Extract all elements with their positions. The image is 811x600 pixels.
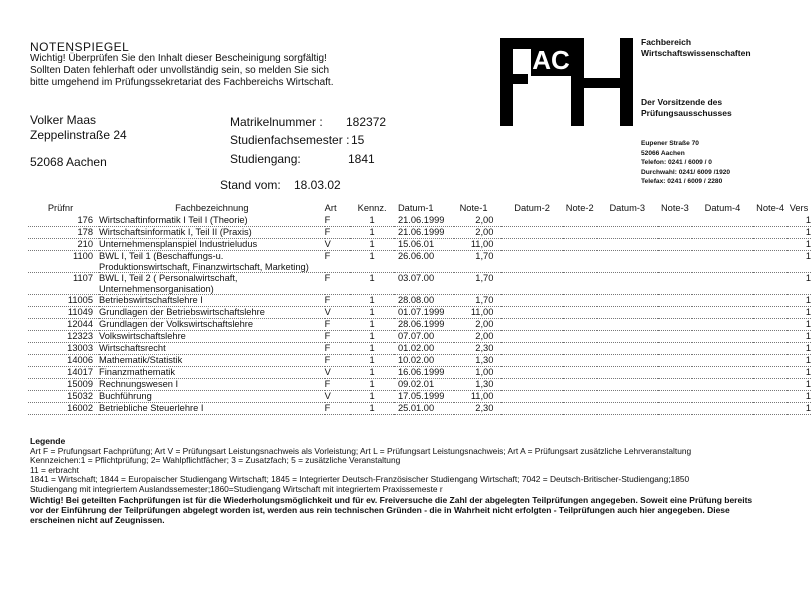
datum1-cell: 17.05.1999: [394, 391, 454, 403]
pruefnr-cell: 210: [28, 239, 99, 251]
grades-table: [28, 201, 811, 415]
datum2-cell: [501, 367, 562, 379]
datum3-cell: [597, 331, 658, 343]
fachbezeichnung-line: Betriebswirtschaftslehre I: [99, 295, 203, 305]
note3-cell: [658, 367, 692, 379]
note3-cell: [658, 307, 692, 319]
fachbezeichnung-cell: [99, 367, 325, 379]
note4-cell: [753, 319, 787, 331]
note3-cell: [658, 273, 692, 295]
col-header: Kennz.: [357, 203, 387, 213]
pruefnr-cell: 14006: [28, 355, 99, 367]
student-city: 52068 Aachen: [30, 155, 107, 169]
col-header: Datum-1: [397, 203, 434, 213]
note4-cell: [753, 343, 787, 355]
datum3-cell: [597, 227, 658, 239]
note2-cell: [563, 379, 597, 391]
datum3-cell: [597, 379, 658, 391]
fh-aachen-logo: [498, 36, 638, 128]
matrikel-label: Matrikelnummer :: [230, 115, 323, 129]
document-title: NOTENSPIEGEL: [30, 40, 130, 54]
note2-cell: [563, 215, 597, 227]
datum3-cell: [597, 367, 658, 379]
datum4-cell: [692, 391, 753, 403]
contact-city: 52066 Aachen: [641, 149, 685, 157]
fachbezeichnung-line: Unternehmensplanspiel Industrieludus: [99, 239, 258, 249]
datum4-cell: [692, 319, 753, 331]
datum1-cell: 21.06.1999: [394, 227, 454, 239]
datum1-cell: 15.06.01: [394, 239, 454, 251]
legend-line: 11 = erbracht: [30, 464, 79, 475]
art-cell: F: [325, 331, 351, 343]
datum1-cell: 09.02.01: [394, 379, 454, 391]
art-cell: F: [325, 355, 351, 367]
stand-label: Stand vom:: [220, 178, 281, 192]
legend-line: Studiengang mit integriertem Auslandssemester;1860=Studiengang Wirtschaft mit integriertem Praxissemeste r: [30, 483, 443, 494]
col-header: Note-1: [459, 203, 488, 213]
col-header: Datum-4: [704, 203, 741, 213]
kennz-cell: 1: [350, 307, 394, 319]
note3-cell: [658, 391, 692, 403]
art-cell: F: [325, 251, 351, 273]
note1-cell: 11,00: [454, 239, 502, 251]
datum3-cell: [597, 319, 658, 331]
table-row: [28, 343, 811, 355]
note4-cell: [753, 295, 787, 307]
fachbezeichnung-line: Wirtschaftinformatik I Teil I (Theorie): [99, 215, 248, 225]
fachbezeichnung-line: Finanzmathematik: [99, 367, 175, 377]
datum3-cell: [597, 251, 658, 273]
fachbezeichnung-line: Rechnungswesen I: [99, 379, 179, 389]
fachbezeichnung-line: BWL I, Teil 1 (Beschaffungs-u.: [99, 251, 224, 261]
note2-cell: [563, 295, 597, 307]
col-header: Art: [324, 203, 337, 213]
pruefnr-cell: 1107: [28, 273, 99, 295]
student-street: Zeppelinstraße 24: [30, 128, 127, 142]
fachbezeichnung-cell: [99, 239, 325, 251]
contact-phone: Telefon: 0241 / 6009 / 0: [641, 159, 712, 166]
datum3-cell: [597, 307, 658, 319]
art-cell: V: [325, 307, 351, 319]
fachbezeichnung-line: Wirtschaftsinformatik I, Teil II (Praxis): [99, 227, 252, 237]
fachbezeichnung-line: Unternehmensorganisation): [99, 283, 214, 294]
datum2-cell: [501, 307, 562, 319]
datum3-cell: [597, 239, 658, 251]
col-header: Datum-3: [609, 203, 646, 213]
datum3-cell: [597, 391, 658, 403]
legend-line: 1841 = Wirtschaft; 1844 = Europaischer Studiengang Wirtschaft; 1845 = Integrierter Deutsch-Französischer Studiengang Wirtschaft; 7042 = Deutsch-Britischer-Studiengang;1850: [30, 474, 690, 485]
note3-cell: [658, 251, 692, 273]
datum2-cell: [501, 251, 562, 273]
datum2-cell: [501, 391, 562, 403]
fachbezeichnung-cell: [99, 251, 325, 273]
vers-cell: 1: [787, 367, 811, 379]
table-row: [28, 355, 811, 367]
datum4-cell: [692, 215, 753, 227]
note1-cell: 11,00: [454, 391, 502, 403]
fachbezeichnung-cell: [99, 307, 325, 319]
col-header: Fachbezeichnung: [175, 203, 249, 213]
kennz-cell: 1: [350, 331, 394, 343]
vers-cell: 1: [787, 273, 811, 295]
legend-important-line: vor der Einführung der Teilprüfungen abgelegt worden ist, werden aus rein technischen Gründen - die in Wahrheit nicht erfolgten - Teilprüfungen auch hier angegeben. Diese: [30, 504, 730, 515]
note3-cell: [658, 343, 692, 355]
datum2-cell: [501, 403, 562, 415]
note3-cell: [658, 331, 692, 343]
art-cell: V: [325, 391, 351, 403]
note4-cell: [753, 379, 787, 391]
pruefnr-cell: 178: [28, 227, 99, 239]
vers-cell: 1: [787, 355, 811, 367]
table-row: [28, 273, 811, 295]
datum1-cell: 21.06.1999: [394, 215, 454, 227]
kennz-cell: 1: [350, 391, 394, 403]
note3-cell: [658, 355, 692, 367]
legend-heading: Legende: [30, 436, 66, 446]
fachbezeichnung-line: Mathematik/Statistik: [99, 355, 183, 365]
datum1-cell: 01.02.00: [394, 343, 454, 355]
datum4-cell: [692, 273, 753, 295]
vers-cell: 1: [787, 239, 811, 251]
note2-cell: [563, 307, 597, 319]
note2-cell: [563, 239, 597, 251]
note2-cell: [563, 367, 597, 379]
note4-cell: [753, 273, 787, 295]
datum4-cell: [692, 251, 753, 273]
datum1-cell: 01.07.1999: [394, 307, 454, 319]
datum1-cell: 10.02.00: [394, 355, 454, 367]
kennz-cell: 1: [350, 227, 394, 239]
datum4-cell: [692, 227, 753, 239]
table-header-row: [28, 201, 811, 215]
note1-cell: 2,00: [454, 227, 502, 239]
kennz-cell: 1: [350, 403, 394, 415]
datum1-cell: 03.07.00: [394, 273, 454, 295]
fachbezeichnung-cell: [99, 273, 325, 295]
datum2-cell: [501, 215, 562, 227]
note1-cell: 1,00: [454, 367, 502, 379]
studiengang-value: 1841: [348, 152, 375, 166]
art-cell: F: [325, 295, 351, 307]
semester-value: 15: [351, 133, 365, 147]
note2-cell: [563, 251, 597, 273]
col-header: Note-2: [565, 203, 594, 213]
table-row: [28, 227, 811, 239]
note4-cell: [753, 307, 787, 319]
pruefnr-cell: 1100: [28, 251, 99, 273]
fachbezeichnung-line: BWL I, Teil 2 ( Personalwirtschaft,: [99, 273, 238, 283]
note2-cell: [563, 319, 597, 331]
note2-cell: [563, 331, 597, 343]
kennz-cell: 1: [350, 319, 394, 331]
note3-cell: [658, 295, 692, 307]
col-header: Datum-2: [514, 203, 550, 213]
note1-cell: 2,00: [454, 331, 502, 343]
note1-cell: 1,30: [454, 379, 502, 391]
kennz-cell: 1: [350, 343, 394, 355]
fachbezeichnung-line: Volkswirtschaftslehre: [99, 331, 186, 341]
note1-cell: 2,00: [454, 215, 502, 227]
note1-cell: 2,30: [454, 403, 502, 415]
note4-cell: [753, 391, 787, 403]
legend-important-line: erscheinen nicht auf Zeugnissen.: [30, 515, 165, 526]
table-row: [28, 367, 811, 379]
datum2-cell: [501, 343, 562, 355]
studiengang-label: Studiengang:: [230, 152, 301, 166]
datum3-cell: [597, 343, 658, 355]
fachbezeichnung-line: Betriebliche Steuerlehre I: [99, 403, 204, 413]
datum1-cell: 25.01.00: [394, 403, 454, 415]
vers-cell: 1: [787, 251, 811, 273]
legend: [30, 437, 770, 526]
verification-warning: [30, 53, 510, 89]
datum3-cell: [597, 215, 658, 227]
note4-cell: [753, 215, 787, 227]
vers-cell: 1: [787, 307, 811, 319]
note3-cell: [658, 379, 692, 391]
art-cell: F: [325, 379, 351, 391]
art-cell: V: [325, 367, 351, 379]
col-header: Note-3: [660, 203, 689, 213]
datum3-cell: [597, 355, 658, 367]
fachbereich-name: [641, 37, 751, 59]
art-cell: F: [325, 227, 351, 239]
datum2-cell: [501, 273, 562, 295]
note4-cell: [753, 251, 787, 273]
col-header: Note-4: [756, 203, 785, 213]
vers-cell: 1: [787, 295, 811, 307]
fachbezeichnung-cell: [99, 391, 325, 403]
note4-cell: [753, 331, 787, 343]
datum1-cell: 28.08.00: [394, 295, 454, 307]
contact-direct: Durchwahl: 0241/ 6009 /1920: [641, 168, 731, 176]
kennz-cell: 1: [350, 239, 394, 251]
fachbezeichnung-cell: [99, 403, 325, 415]
fachbezeichnung-line: Buchführung: [99, 391, 152, 401]
art-cell: V: [325, 239, 351, 251]
col-header: Prüfnr: [47, 203, 74, 213]
datum4-cell: [692, 331, 753, 343]
vers-cell: 1: [787, 379, 811, 391]
kennz-cell: 1: [350, 355, 394, 367]
warning-line: Sollten Daten fehlerhaft oder unvollständig sein, so melden Sie sich: [30, 65, 330, 76]
pruefnr-cell: 176: [28, 215, 99, 227]
matrikel-value: 182372: [346, 115, 387, 129]
vers-cell: 1: [787, 215, 811, 227]
datum4-cell: [692, 307, 753, 319]
note2-cell: [563, 403, 597, 415]
note2-cell: [563, 355, 597, 367]
datum4-cell: [692, 295, 753, 307]
warning-line: Wichtig! Überprüfen Sie den Inhalt dieser Bescheinigung sorgfältig!: [30, 53, 327, 64]
art-cell: F: [325, 403, 351, 415]
table-row: [28, 239, 811, 251]
note4-cell: [753, 403, 787, 415]
note4-cell: [753, 239, 787, 251]
note2-cell: [563, 227, 597, 239]
note4-cell: [753, 227, 787, 239]
table-row: [28, 307, 811, 319]
datum1-cell: 07.07.00: [394, 331, 454, 343]
fachbezeichnung-cell: [99, 295, 325, 307]
vers-cell: 1: [787, 391, 811, 403]
fachbezeichnung-cell: [99, 331, 325, 343]
art-cell: F: [325, 319, 351, 331]
datum2-cell: [501, 331, 562, 343]
datum2-cell: [501, 227, 562, 239]
datum4-cell: [692, 403, 753, 415]
vers-cell: 1: [787, 403, 811, 415]
note2-cell: [563, 391, 597, 403]
table-row: [28, 331, 811, 343]
datum4-cell: [692, 343, 753, 355]
fachbezeichnung-cell: [99, 343, 325, 355]
pruefnr-cell: 14017: [28, 367, 99, 379]
datum3-cell: [597, 273, 658, 295]
vorsitzende-title: [641, 97, 732, 119]
vers-cell: 1: [787, 227, 811, 239]
warning-line: bitte umgehend im Prüfungssekretariat des Fachbereichs Wirtschaft.: [30, 77, 334, 88]
kennz-cell: 1: [350, 251, 394, 273]
datum4-cell: [692, 367, 753, 379]
kennz-cell: 1: [350, 295, 394, 307]
datum1-cell: 26.06.00: [394, 251, 454, 273]
pruefnr-cell: 15032: [28, 391, 99, 403]
table-row: [28, 391, 811, 403]
datum4-cell: [692, 355, 753, 367]
datum3-cell: [597, 403, 658, 415]
datum1-cell: 28.06.1999: [394, 319, 454, 331]
note1-cell: 11,00: [454, 307, 502, 319]
fachbezeichnung-line: Wirtschaftsrecht: [99, 343, 166, 353]
table-row: [28, 403, 811, 415]
kennz-cell: 1: [350, 273, 394, 295]
note1-cell: 1,70: [454, 295, 502, 307]
table-row: [28, 379, 811, 391]
student-name: Volker Maas: [30, 113, 97, 127]
pruefnr-cell: 12044: [28, 319, 99, 331]
fachbezeichnung-cell: [99, 355, 325, 367]
table-row: [28, 215, 811, 227]
pruefnr-cell: 16002: [28, 403, 99, 415]
fachbereich-line: Wirtschaftswissenschaften: [641, 48, 751, 58]
vorsitzende-line: Prüfungsausschusses: [641, 108, 732, 118]
fachbezeichnung-line: Produktionswirtschaft, Finanzwirtschaft, Marketing): [99, 261, 309, 272]
table-row: [28, 319, 811, 331]
note1-cell: 2,30: [454, 343, 502, 355]
art-cell: F: [325, 343, 351, 355]
contact-fax: Telefax: 0241 / 6009 / 2280: [641, 178, 723, 185]
art-cell: F: [325, 273, 351, 295]
table-row: [28, 295, 811, 307]
vers-cell: 1: [787, 319, 811, 331]
note1-cell: 1,70: [454, 251, 502, 273]
datum1-cell: 16.06.1999: [394, 367, 454, 379]
note3-cell: [658, 319, 692, 331]
kennz-cell: 1: [350, 215, 394, 227]
table-row: [28, 251, 811, 273]
kennz-cell: 1: [350, 367, 394, 379]
fachbezeichnung-cell: [99, 379, 325, 391]
semester-label: Studienfachsemester :: [230, 133, 350, 147]
pruefnr-cell: 11049: [28, 307, 99, 319]
note2-cell: [563, 273, 597, 295]
fachbezeichnung-cell: [99, 215, 325, 227]
datum3-cell: [597, 295, 658, 307]
note4-cell: [753, 355, 787, 367]
note1-cell: 1,30: [454, 355, 502, 367]
fachbezeichnung-cell: [99, 319, 325, 331]
stand-value: 18.03.02: [294, 178, 341, 192]
vers-cell: 1: [787, 343, 811, 355]
legend-important-line: Wichtig! Bei geteilten Fachprüfungen ist für die Wiederholungsmöglichkeit und für ev. Freiversuche die Zahl der abgelegten Teilprüfungen angegeben. Soweit eine Prüfung bereits: [30, 494, 753, 505]
legend-line: Kennzeichen:1 = Pflichtprüfung; 2= Wahlpflichtfächer; 3 = Zusatzfach; 5 = zusätzliche Veranstaltung: [30, 455, 401, 466]
pruefnr-cell: 11005: [28, 295, 99, 307]
fachbezeichnung-line: Grundlagen der Betriebswirtschaftslehre: [99, 307, 265, 317]
note3-cell: [658, 227, 692, 239]
fachbezeichnung-cell: [99, 227, 325, 239]
datum2-cell: [501, 355, 562, 367]
datum2-cell: [501, 295, 562, 307]
datum4-cell: [692, 379, 753, 391]
datum2-cell: [501, 319, 562, 331]
pruefnr-cell: 12323: [28, 331, 99, 343]
kennz-cell: 1: [350, 379, 394, 391]
datum4-cell: [692, 239, 753, 251]
vorsitzende-line: Der Vorsitzende des: [641, 97, 723, 107]
note3-cell: [658, 215, 692, 227]
note3-cell: [658, 239, 692, 251]
pruefnr-cell: 15009: [28, 379, 99, 391]
pruefnr-cell: 13003: [28, 343, 99, 355]
note2-cell: [563, 343, 597, 355]
vers-cell: 1: [787, 331, 811, 343]
fachbereich-line: Fachbereich: [641, 37, 692, 47]
legend-line: Art F = Prufungsart Fachprüfung; Art V = Prüfungsart Leistungsnachweis als Vorleistung; Art L = Prüfungsart Leistungsnachweis; Art A = Prüfungsart zusätzliche Lehrveranstaltung: [30, 445, 692, 456]
datum2-cell: [501, 239, 562, 251]
contact-block: [641, 139, 730, 187]
note4-cell: [753, 367, 787, 379]
fachbezeichnung-line: Grundlagen der Volkswirtschaftslehre: [99, 319, 254, 329]
art-cell: F: [325, 215, 351, 227]
datum2-cell: [501, 379, 562, 391]
col-header: Vers: [789, 203, 809, 213]
note3-cell: [658, 403, 692, 415]
contact-street: Eupener Straße 70: [641, 140, 699, 147]
logo-ac-text: AC: [532, 45, 570, 75]
note1-cell: 1,70: [454, 273, 502, 295]
note1-cell: 2,00: [454, 319, 502, 331]
